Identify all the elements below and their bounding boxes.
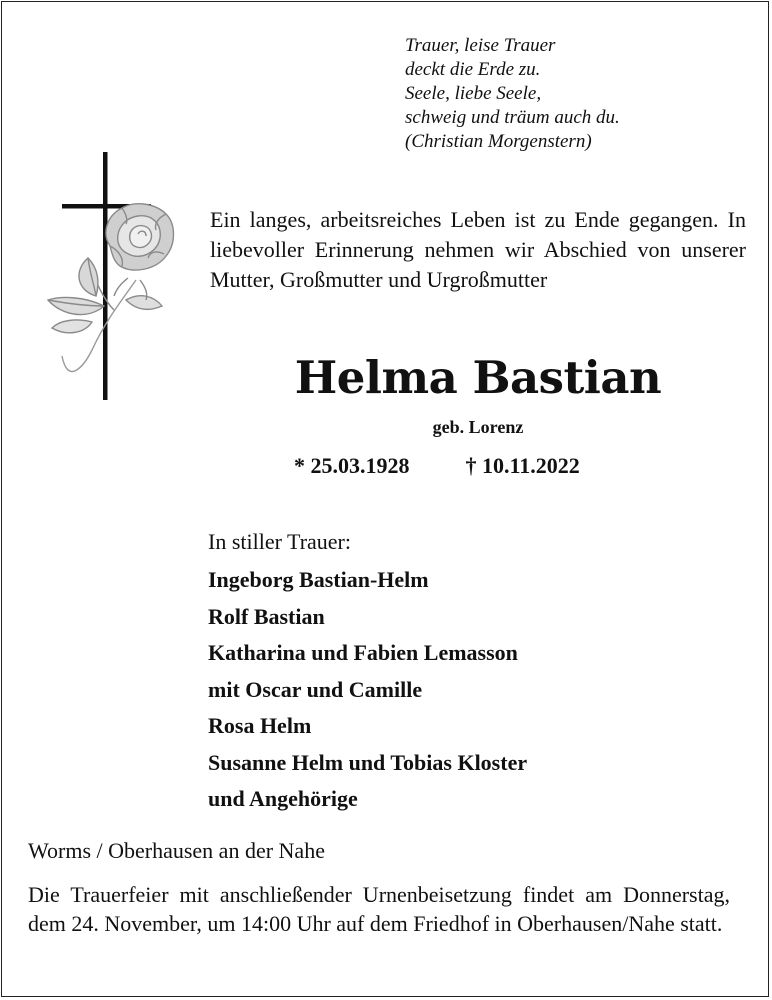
mourner-name: Rolf Bastian: [208, 603, 325, 629]
death-date: † 10.11.2022: [465, 453, 580, 478]
mourner-name: Susanne Helm und Tobias Kloster: [208, 749, 528, 775]
mourners-list: [208, 562, 728, 818]
intro-text: Ein langes, arbeitsreiches Leben ist zu Ende gegangen. In liebevoller Erinnerung nehmen wir Abschied von unserer Mutter, Großmutter und Urgroßmutter: [210, 207, 746, 292]
mourner-name: Ingeborg Bastian-Helm: [208, 567, 429, 592]
mourners-heading: In stiller Trauer:: [208, 529, 351, 554]
rose-icon: [48, 204, 174, 372]
cross-rose-emblem: [44, 150, 179, 402]
place-line: Worms / Oberhausen an der Nahe: [28, 838, 325, 863]
poem-line: Seele, liebe Seele,: [405, 83, 542, 104]
mourner-name: mit Oscar und Camille: [208, 676, 423, 702]
ceremony-text: Die Trauerfeier mit anschließender Urnenbeisetzung findet am Donnerstag, dem 24. November, um 14:00 Uhr auf dem Friedhof in Oberhausen/Nahe statt.: [28, 882, 730, 936]
poem-author: (Christian Morgenstern): [405, 131, 592, 152]
poem: [405, 34, 735, 154]
life-dates: [294, 450, 580, 482]
poem-line: deckt die Erde zu.: [405, 59, 541, 80]
mourners-section: [208, 528, 728, 818]
cross-icon: [62, 152, 151, 400]
mourner-name: Katharina und Fabien Lemasson: [208, 640, 518, 665]
mourner-name: Rosa Helm: [208, 713, 312, 738]
deceased-name: Helma Bastian: [294, 351, 662, 404]
poem-line: schweig und träum auch du.: [405, 107, 620, 128]
mourner-name: und Angehörige: [208, 786, 358, 811]
maiden-name: geb. Lorenz: [432, 417, 524, 437]
poem-line: Trauer, leise Trauer: [405, 35, 556, 56]
birth-date: * 25.03.1928: [294, 453, 410, 478]
